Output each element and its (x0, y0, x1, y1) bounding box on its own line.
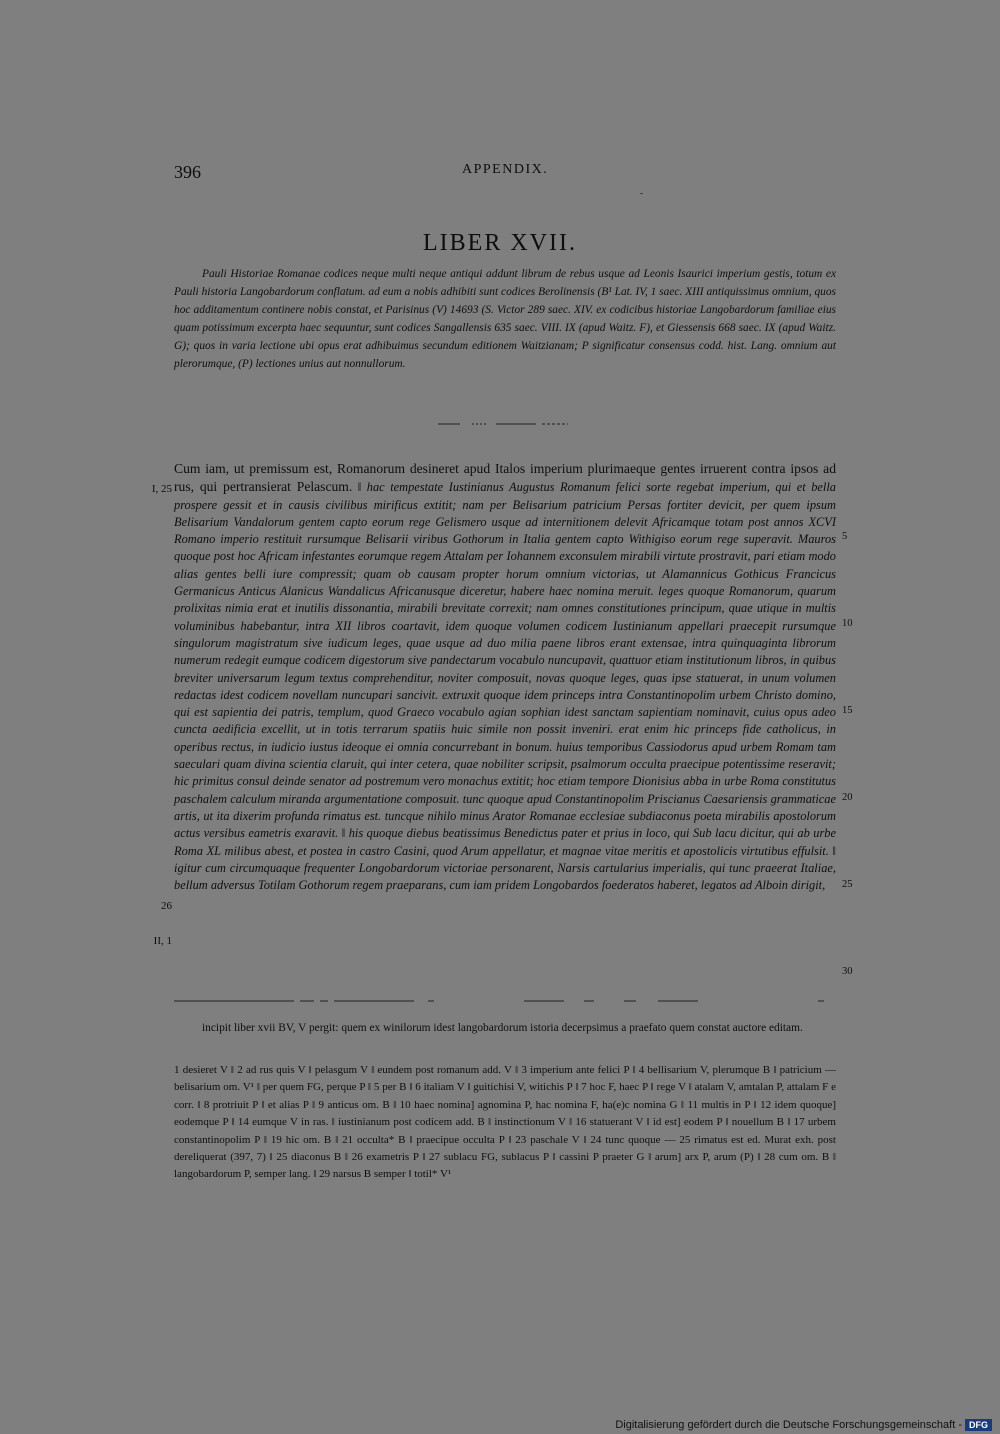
line-number-10: 10 (842, 618, 853, 629)
page-number: 396 (174, 162, 201, 182)
intro-paragraph: Pauli Historiae Romanae codices neque multi neque antiqui addunt librum de rebus usque ad Leonis Isaurici imperium gestis, totum ex Pauli historia Langobardorum conflatum. ad eum a nobis adhibiti sunt codices Berolinensis (B¹ Lat. IV, 1 saec. XIII antiquissimus omnium, quos hoc additamentum continere nobis constat, et Parisinus (V) 14693 (S. Victor 289 saec. XIV. ex codicibus historiae Langobardorum familiae eius quam potissimum excerpta haec sequuntur, sunt codices Sangallensis 635 saec. VIII. IX (apud Waitz. F), et Giessensis 668 saec. IX (apud Waitz. G); quos in varia lectione ubi opus erat adhibuimus secundum editionem Waitzianam; P significatur consensus codd. hist. Lang. omnium aut plerorumque, (P) lectiones unius aut nonnullorum. (174, 268, 836, 371)
margin-ref-i25: I, 25 (151, 483, 172, 495)
critical-apparatus: 1 desieret V ‖ 2 ad rus quis V ‖ pelasgum V ‖ eundem post romanum add. V ‖ 3 imperium ante felici P ‖ 4 bellisarium V, plerumque B ‖ patricium — belisarium om. V¹ ‖ per quem FG, perque P ‖ 5 per B ‖ 6 italiam V ‖ guitichisi V, witichis P ‖ 7 hoc F, haec P ‖ rege V ‖ atalam V, amtalan P, attalam F e corr. ‖ 8 protriuit P ‖ et alias P ‖ 9 anticus om. B ‖ 10 haec nomina] agnomina P, hac nomina F, ha(e)c nomina G ‖ 11 multis in P ‖ 12 idem quoque] eodemque P ‖ 14 eumque V in ras. ‖ iustinianum post codicem add. B ‖ instinctionum V ‖ 16 statuerant V ‖ id est] eodem P ‖ nouellum B ‖ 17 urbem constantinopolim P ‖ 19 hic om. B ‖ 21 occulta* B ‖ praecipue occulta P ‖ 23 paschale V ‖ 24 tunc quoque — 25 rimatus est ed. Murat exh. post dereliquerat (397, 7) ‖ 25 diaconus B ‖ 26 exametris P ‖ 27 sublacu FG, sublacus P ‖ cassini P praeter G ‖ arum] arx P, arum (P) ‖ 28 cum om. B ‖ langobardorum P, semper lang. ‖ 29 narsus B semper ‖ totil* V¹ (174, 1064, 836, 1181)
main-text-body: hac tempestate Iustinianus Augustus Romanum felici sorte regebat imperium, qui et bella prospere gessit et in causis civilibus mirificus extitit; nam per Belisarium patricium Persas fortiter devicit, per quem ipsum Belisarium Vandalorum gentem capto eorum rege Gelismero usque ad internitionem delevit Africamque totam post annos XCVI Romano imperio restituit rursumque Belisarii viribus Gothorum in Italia gentem capto Withigiso eorum rege superavit. Mauros quoque post hoc Africam infestantes eorumque regem Attalam per Iohannem exconsulem mirabili virtute prostravit, pari etiam modo alias gentes belli iure compressit; quam ob causam propter horum omnium victorias, ut Alamannicus Gothicus Francicus Germanicus Anticus Alanicus Wandalicus Africanusque diceretur, habere haec nomina meruit. leges quoque Romanorum, quarum prolixitas nimia erat et inutilis dissonantia, mirabili brevitate correxit; nam omnes constitutiones principum, quae utique in multis voluminibus habebantur, intra XII libros coartavit, idem quoque volumen codicem Iustinianum appellari praecepit rursumque singulorum magistratum sive iudicum leges, quae usque ad duo milia paene libros erant extensae, intra quinquaginta librorum numerum redegit eumque codicem digestorum sive pandectarum vocabulo nuncupavit, quattuor etiam institutionum libros, in quibus breviter universarum legum textus comprehenditur, noviter composuit, novas quoque leges, quas ipse statuerat, in unum volumen redactas idest codicem novellam nuncupari sancivit. extruxit quoque idem princeps intra Constantinopolim urbem Christo domino, qui est sapientia dei patris, templum, quod Graeco vocabulo agian sophian idest sanctam sapientiam nominavit, cuius opus adeo cuncta aedificia excellit, ut in totis terrarum spatiis huic simile non possit inveniri. erat enim hic princeps fide catholicus, in operibus rectus, in iudicio iustus ideoque ei omnia concurrebant in bonum. huius temporibus Cassiodorus apud urbem Romam tam saeculari quam divina scientia claruit, qui inter cetera, quae nobiliter scripsit, psalmorum occulta praecipue potentissime reseravit; hic primitus consul deinde senator ad postremum vero monachus extitit; hoc etiam tempore Dionisius abba in urbe Roma constitutus paschalem calculum miranda argumentatione composuit. tunc quoque apud Constantinopolim Priscianus Caesariensis grammaticae artis, ut ita dixerim profunda rimatus est. tuncque nihilo minus Arator Romanae ecclesiae subdiaconus poeta mirabilis apostolorum actus versibus eametris exaravit. ‖ his quoque diebus beatissimus Benedictus pater et prius in loco, qui Sub lacu dicitur, qui ab urbe Roma XL milibus abest, et postea in castro Casini, quod Arum appellatur, et magnae vitae meritis et apostolicis virtutibus effulsit. ‖ igitur cum circumquaque frequenter Longobardorum victoriae personarent, Narsis cartularius imperialis, qui tunc praeerat Italiae, bellum adversus Totilam Gothorum regem praeparans, cum iam pridem Longobardos foederatos haberet, legatos ad Alboin dirigit, (174, 480, 836, 893)
running-head (0, 160, 1000, 184)
dfg-footer (615, 1418, 992, 1432)
head-mark (640, 193, 643, 194)
margin-ref-26: 26 (161, 900, 172, 912)
apparatus-heading: incipit liber xvii BV, V pergit: quem ex winilorum idest langobardorum istoria decerpsimus a praefato quem constat auctore editam. (202, 1022, 803, 1034)
main-text-opening: Cum iam, ut premissum est, Romanorum desineret apud Italos imperium plurimaeque gentes irruerent contra ipsos ad rus, qui pertransierat Pelascum. (174, 461, 836, 495)
main-text (174, 460, 836, 894)
running-title: APPENDIX. (462, 162, 549, 177)
footnote-rule (174, 999, 836, 1003)
line-number-5: 5 (842, 531, 848, 542)
line-number-20: 20 (842, 792, 853, 803)
dfg-logo: DFG (965, 1419, 992, 1431)
line-number-15: 15 (842, 705, 853, 716)
line-number-25: 25 (842, 879, 853, 890)
margin-ref-ii1: II, 1 (153, 935, 172, 947)
line-number-30: 30 (842, 966, 853, 977)
dfg-credit: Digitalisierung gefördert durch die Deutsche Forschungsgemeinschaft - (615, 1419, 962, 1431)
ornament-divider (438, 419, 568, 429)
section-separator: ‖ (352, 480, 367, 495)
book-title: LIBER XVII. (423, 230, 577, 256)
